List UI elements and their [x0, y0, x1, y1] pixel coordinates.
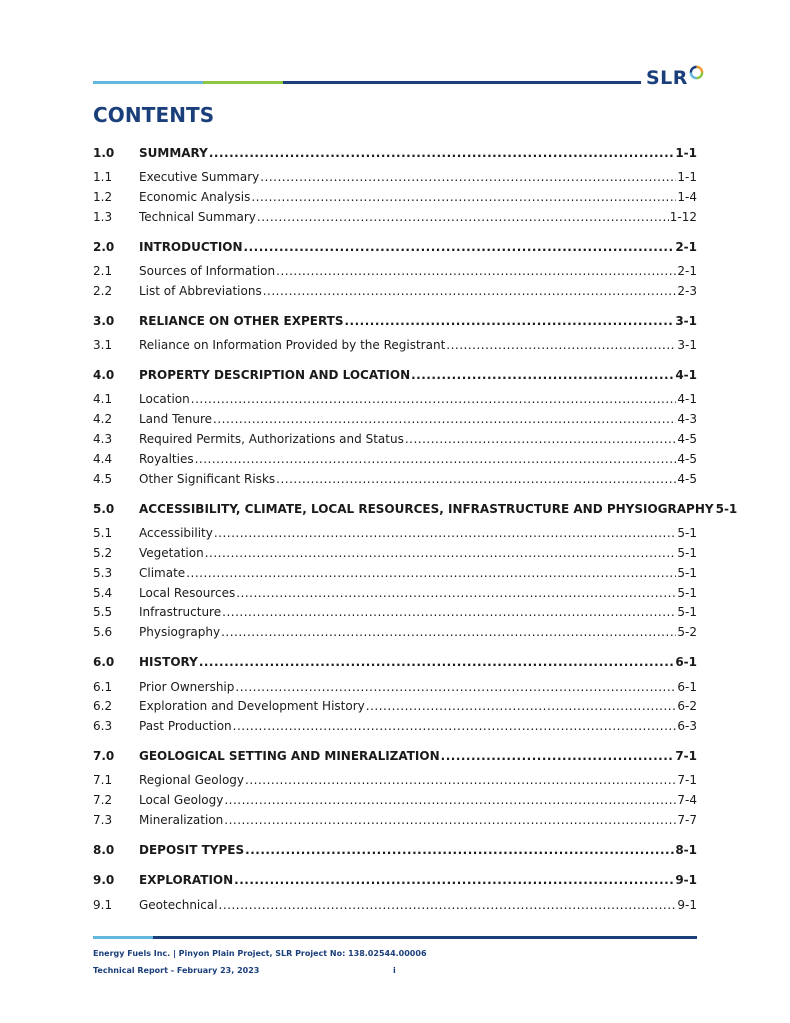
- toc-entry-title: Reliance on Information Provided by the Registrant: [139, 338, 446, 352]
- toc-section-entry[interactable]: [93, 237, 697, 255]
- toc-entry-page: 4-5: [677, 432, 697, 446]
- toc-section-entry[interactable]: [93, 365, 697, 383]
- toc-entry-page: 2-1: [677, 264, 697, 278]
- toc-entry-number: 7.2: [93, 793, 113, 807]
- toc-entry-title: GEOLOGICAL SETTING AND MINERALIZATION: [139, 749, 440, 763]
- toc-entry-title: Infrastructure: [139, 605, 222, 619]
- toc-entry-number: 5.2: [93, 546, 113, 560]
- toc-entry-number: 7.1: [93, 773, 113, 787]
- toc-entry-number: 7.3: [93, 813, 113, 827]
- toc-entry-title: Local Resources: [139, 586, 236, 600]
- toc-section-entry[interactable]: [93, 311, 697, 329]
- toc-entry-title: Sources of Information: [139, 264, 276, 278]
- toc-entry-number: 4.1: [93, 392, 113, 406]
- toc-dot-leader: [263, 283, 677, 299]
- toc-entry-title: EXPLORATION: [139, 873, 234, 887]
- toc-entry-number: 5.6: [93, 625, 113, 639]
- toc-dot-leader: [221, 624, 676, 640]
- footer-rule-light-blue: [93, 936, 153, 939]
- toc-entry-page: 7-7: [677, 813, 697, 827]
- toc-subsection-entry[interactable]: [93, 335, 697, 353]
- toc-entry-number: 6.1: [93, 680, 113, 694]
- toc-section-entry[interactable]: [93, 143, 697, 161]
- toc-dot-leader: [205, 545, 677, 561]
- toc-entry-number: 6.2: [93, 699, 113, 713]
- footer-project-line: Energy Fuels Inc. | Pinyon Plain Project, SLR Project No: 138.02544.00006: [93, 949, 427, 958]
- toc-entry-number: 5.4: [93, 586, 113, 600]
- toc-dot-leader: [234, 872, 674, 888]
- logo-swirl-icon: [689, 65, 704, 80]
- toc-dot-leader: [345, 313, 675, 329]
- toc-entry-page: 4-1: [677, 392, 697, 406]
- footer-rule-navy: [153, 936, 697, 939]
- toc-dot-leader: [441, 748, 675, 764]
- toc-entry-title: List of Abbreviations: [139, 284, 262, 298]
- toc-subsection-entry[interactable]: [93, 677, 697, 695]
- toc-entry-number: 9.1: [93, 898, 113, 912]
- toc-entry-number: 1.0: [93, 146, 115, 160]
- toc-entry-title: Land Tenure: [139, 412, 213, 426]
- toc-entry-title: Technical Summary: [139, 210, 256, 224]
- toc-subsection-entry[interactable]: [93, 895, 697, 913]
- toc-entry-number: 3.0: [93, 314, 115, 328]
- toc-subsection-entry[interactable]: [93, 602, 697, 620]
- toc-dot-leader: [411, 367, 674, 383]
- toc-subsection-entry[interactable]: [93, 207, 697, 225]
- toc-entry-page: 7-4: [677, 793, 697, 807]
- toc-dot-leader: [224, 792, 676, 808]
- toc-entry-number: 5.3: [93, 566, 113, 580]
- toc-entry-title: RELIANCE ON OTHER EXPERTS: [139, 314, 344, 328]
- toc-entry-number: 2.2: [93, 284, 113, 298]
- toc-entry-page: 4-3: [677, 412, 697, 426]
- toc-entry-page: 7-1: [677, 773, 697, 787]
- toc-entry-page: 5-2: [677, 625, 697, 639]
- toc-entry-title: Other Significant Risks: [139, 472, 276, 486]
- toc-entry-page: 4-1: [675, 368, 697, 382]
- toc-dot-leader: [191, 391, 677, 407]
- toc-entry-page: 9-1: [675, 873, 697, 887]
- toc-entry-number: 5.5: [93, 605, 113, 619]
- toc-subsection-entry[interactable]: [93, 810, 697, 828]
- slr-logo: [646, 63, 704, 89]
- toc-dot-leader: [209, 145, 674, 161]
- toc-dot-leader: [276, 471, 676, 487]
- toc-entry-number: 1.1: [93, 170, 113, 184]
- toc-dot-leader: [186, 565, 676, 581]
- header-rule-navy: [283, 81, 641, 84]
- toc-entry-number: 3.1: [93, 338, 113, 352]
- toc-subsection-entry[interactable]: [93, 409, 697, 427]
- toc-dot-leader: [195, 451, 677, 467]
- toc-dot-leader: [199, 654, 675, 670]
- toc-subsection-entry[interactable]: [93, 770, 697, 788]
- toc-dot-leader: [245, 842, 674, 858]
- header-rule-light-blue: [93, 81, 203, 84]
- toc-subsection-entry[interactable]: [93, 449, 697, 467]
- toc-entry-page: 1-1: [677, 170, 697, 184]
- toc-entry-number: 7.0: [93, 749, 115, 763]
- toc-entry-title: Regional Geology: [139, 773, 244, 787]
- toc-entry-page: 6-2: [677, 699, 697, 713]
- toc-entry-number: 4.0: [93, 368, 115, 382]
- toc-section-entry[interactable]: [93, 499, 738, 517]
- toc-entry-title: Vegetation: [139, 546, 204, 560]
- toc-entry-page: 4-5: [677, 472, 697, 486]
- toc-entry-page: 1-12: [669, 210, 697, 224]
- toc-entry-title: Exploration and Development History: [139, 699, 365, 713]
- toc-entry-title: PROPERTY DESCRIPTION AND LOCATION: [139, 368, 411, 382]
- toc-subsection-entry[interactable]: [93, 389, 697, 407]
- toc-dot-leader: [405, 431, 677, 447]
- toc-entry-page: 3-1: [677, 338, 697, 352]
- toc-entry-title: Geotechnical: [139, 898, 218, 912]
- toc-dot-leader: [276, 263, 676, 279]
- toc-entry-title: SUMMARY: [139, 146, 208, 160]
- toc-entry-title: Executive Summary: [139, 170, 260, 184]
- toc-entry-page: 7-1: [675, 749, 697, 763]
- toc-dot-leader: [213, 411, 676, 427]
- toc-subsection-entry[interactable]: [93, 429, 697, 447]
- toc-dot-leader: [219, 897, 677, 913]
- toc-subsection-entry[interactable]: [93, 563, 697, 581]
- toc-dot-leader: [224, 812, 676, 828]
- toc-entry-page: 5-1: [677, 586, 697, 600]
- toc-section-entry[interactable]: [93, 746, 697, 764]
- logo-text: SLR: [646, 67, 688, 89]
- toc-subsection-entry[interactable]: [93, 523, 697, 541]
- toc-subsection-entry[interactable]: [93, 716, 697, 734]
- toc-entry-title: DEPOSIT TYPES: [139, 843, 245, 857]
- toc-entry-page: 1-1: [675, 146, 697, 160]
- toc-entry-page: 3-1: [675, 314, 697, 328]
- toc-dot-leader: [257, 209, 669, 225]
- toc-entry-number: 5.1: [93, 526, 113, 540]
- toc-subsection-entry[interactable]: [93, 261, 697, 279]
- toc-entry-title: Location: [139, 392, 190, 406]
- toc-entry-page: 2-1: [675, 240, 697, 254]
- toc-entry-number: 1.3: [93, 210, 113, 224]
- toc-entry-page: 4-5: [677, 452, 697, 466]
- toc-dot-leader: [214, 525, 677, 541]
- toc-dot-leader: [222, 604, 676, 620]
- toc-section-entry[interactable]: [93, 652, 697, 670]
- toc-entry-number: 4.5: [93, 472, 113, 486]
- page-title: CONTENTS: [93, 103, 215, 127]
- toc-entry-title: Accessibility: [139, 526, 213, 540]
- toc-dot-leader: [244, 239, 675, 255]
- toc-entry-title: ACCESSIBILITY, CLIMATE, LOCAL RESOURCES, INFRASTRUCTURE AND PHYSIOGRAPHY: [139, 502, 714, 516]
- toc-dot-leader: [235, 679, 676, 695]
- toc-subsection-entry[interactable]: [93, 790, 697, 808]
- toc-entry-title: HISTORY: [139, 655, 198, 669]
- toc-dot-leader: [236, 585, 676, 601]
- toc-subsection-entry[interactable]: [93, 696, 697, 714]
- footer-report-date: Technical Report - February 23, 2023: [93, 966, 260, 975]
- toc-entry-number: 2.0: [93, 240, 115, 254]
- toc-subsection-entry[interactable]: [93, 543, 697, 561]
- toc-dot-leader: [233, 718, 677, 734]
- toc-dot-leader: [245, 772, 676, 788]
- toc-entry-title: Required Permits, Authorizations and Status: [139, 432, 404, 446]
- header-rule-green: [203, 81, 283, 84]
- toc-entry-number: 4.4: [93, 452, 113, 466]
- toc-entry-number: 5.0: [93, 502, 115, 516]
- toc-entry-number: 4.2: [93, 412, 113, 426]
- toc-entry-page: 8-1: [675, 843, 697, 857]
- toc-dot-leader: [251, 189, 676, 205]
- toc-entry-title: Economic Analysis: [139, 190, 251, 204]
- toc-entry-number: 1.2: [93, 190, 113, 204]
- footer-page-number: i: [393, 966, 396, 975]
- toc-dot-leader: [366, 698, 677, 714]
- toc-entry-title: Climate: [139, 566, 186, 580]
- toc-entry-title: Local Geology: [139, 793, 224, 807]
- toc-entry-page: 5-1: [677, 526, 697, 540]
- toc-section-entry[interactable]: [93, 870, 697, 888]
- toc-entry-number: 6.3: [93, 719, 113, 733]
- toc-entry-page: 6-3: [677, 719, 697, 733]
- toc-entry-number: 8.0: [93, 843, 115, 857]
- toc-entry-page: 5-1: [677, 566, 697, 580]
- toc-entry-page: 1-4: [677, 190, 697, 204]
- toc-entry-title: INTRODUCTION: [139, 240, 243, 254]
- toc-subsection-entry[interactable]: [93, 281, 697, 299]
- toc-subsection-entry[interactable]: [93, 187, 697, 205]
- toc-entry-title: Mineralization: [139, 813, 224, 827]
- toc-entry-page: 9-1: [677, 898, 697, 912]
- toc-subsection-entry[interactable]: [93, 583, 697, 601]
- toc-entry-title: Physiography: [139, 625, 221, 639]
- toc-entry-page: 2-3: [677, 284, 697, 298]
- toc-subsection-entry[interactable]: [93, 469, 697, 487]
- toc-entry-page: 6-1: [677, 680, 697, 694]
- toc-dot-leader: [260, 169, 676, 185]
- toc-entry-page: 6-1: [675, 655, 697, 669]
- toc-entry-number: 2.1: [93, 264, 113, 278]
- toc-entry-page: 5-1: [677, 546, 697, 560]
- toc-dot-leader: [446, 337, 676, 353]
- toc-entry-page: 5-1: [715, 502, 738, 516]
- toc-subsection-entry[interactable]: [93, 167, 697, 185]
- toc-entry-number: 4.3: [93, 432, 113, 446]
- toc-subsection-entry[interactable]: [93, 622, 697, 640]
- toc-entry-title: Prior Ownership: [139, 680, 235, 694]
- toc-entry-number: 9.0: [93, 873, 115, 887]
- toc-entry-number: 6.0: [93, 655, 115, 669]
- toc-entry-title: Royalties: [139, 452, 194, 466]
- toc-entry-title: Past Production: [139, 719, 232, 733]
- toc-section-entry[interactable]: [93, 840, 697, 858]
- toc-entry-page: 5-1: [677, 605, 697, 619]
